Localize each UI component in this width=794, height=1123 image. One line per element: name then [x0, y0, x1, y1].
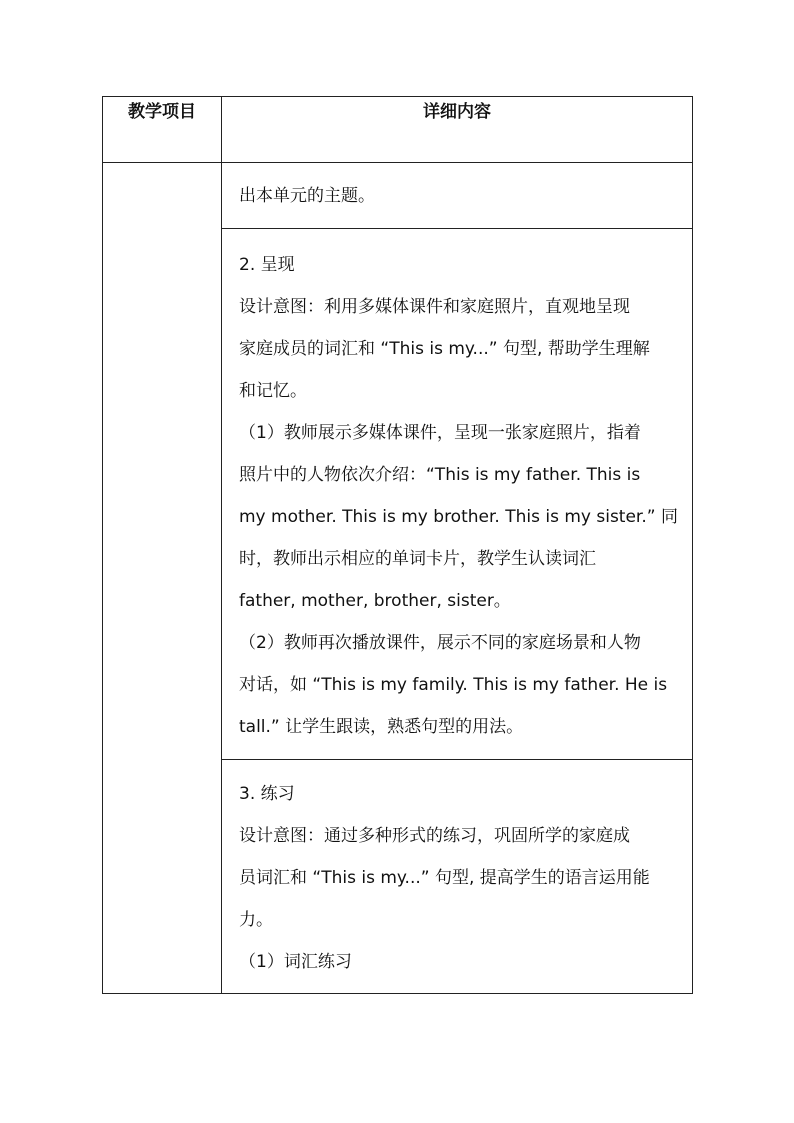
content-line: （1）教师展示多媒体课件，呈现一张家庭照片，指着 [239, 423, 641, 443]
content-line: 照片中的人物依次介绍：“This is my father. This is [239, 465, 641, 485]
table-header-row [103, 97, 693, 163]
content-cell [222, 229, 693, 760]
table-row [103, 163, 693, 229]
section-heading: 2. 呈现 [239, 255, 295, 275]
content-line: 和记忆。 [239, 381, 307, 401]
content-line: 对话，如 “This is my family. This is my father. He is [239, 675, 668, 695]
header-detailed-content: 详细内容 [222, 97, 693, 163]
section-heading: 3. 练习 [239, 784, 295, 804]
header-teaching-item: 教学项目 [103, 97, 222, 163]
content-line: 员词汇和 “This is my...” 句型, 提高学生的语言运用能 [239, 868, 650, 888]
content-line: 设计意图：通过多种形式的练习，巩固所学的家庭成 [239, 826, 630, 846]
content-line: （2）教师再次播放课件，展示不同的家庭场景和人物 [239, 633, 641, 653]
content-line: tall.” 让学生跟读，熟悉句型的用法。 [239, 717, 524, 737]
lesson-plan-table [102, 96, 693, 994]
content-line: father, mother, brother, sister。 [239, 591, 511, 611]
teaching-item-cell [103, 163, 222, 994]
content-line: 设计意图：利用多媒体课件和家庭照片，直观地呈现 [239, 297, 630, 317]
content-line: 出本单元的主题。 [239, 186, 375, 206]
content-cell [222, 760, 693, 994]
content-line: my mother. This is my brother. This is my sister.” 同 [239, 507, 678, 527]
content-cell [222, 163, 693, 229]
content-line: （1）词汇练习 [239, 952, 352, 972]
content-line: 家庭成员的词汇和 “This is my...” 句型, 帮助学生理解 [239, 339, 650, 359]
content-line: 时，教师出示相应的单词卡片，教学生认读词汇 [239, 549, 596, 569]
content-line: 力。 [239, 910, 273, 930]
